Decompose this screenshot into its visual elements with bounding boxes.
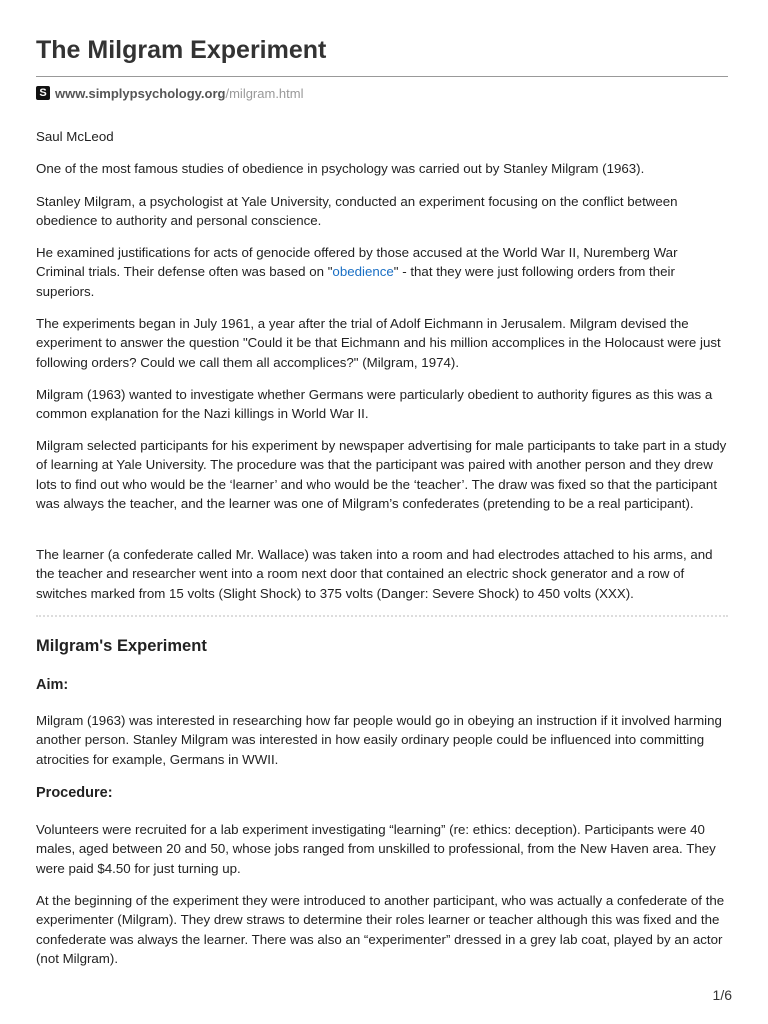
obedience-link[interactable]: obedience xyxy=(332,264,394,280)
author-name: Saul McLeod xyxy=(36,129,114,144)
section-divider xyxy=(36,615,728,617)
page-number: 1/6 xyxy=(712,987,732,1003)
paragraph-3-after: " - that they were just following orders from their superiors. xyxy=(36,264,675,299)
title-rule xyxy=(36,76,728,77)
paragraph-1: One of the most famous studies of obedience in psychology was carried out by Stanley Milgram (1963). xyxy=(36,161,645,176)
section-heading: Milgram's Experiment xyxy=(36,637,207,655)
site-favicon-icon: S xyxy=(36,86,50,100)
page-title: The Milgram Experiment xyxy=(36,36,327,64)
procedure-heading: Procedure: xyxy=(36,785,113,801)
paragraph-4: The experiments began in July 1961, a year after the trial of Adolf Eichmann in Jerusalem. Milgram devised the experiment to answer the question "Could it be that Eichmann and his million accomplices in the Holocaust were just following orders? Could we call them all accomplices?" (Milgram, 1974). xyxy=(36,316,721,370)
aim-heading: Aim: xyxy=(36,677,69,693)
paragraph-3-before: He examined justifications for acts of genocide offered by those accused at the World War II, Nuremberg War Criminal trials. Their defense often was based on " xyxy=(36,245,678,280)
source-path[interactable]: /milgram.html xyxy=(225,85,304,101)
source-domain[interactable]: www.simplypsychology.org xyxy=(55,85,226,101)
paragraph-2: Stanley Milgram, a psychologist at Yale University, conducted an experiment focusing on the conflict between obedience to authority and personal conscience. xyxy=(36,194,678,229)
aim-paragraph: Milgram (1963) was interested in researching how far people would go in obeying an instruction if it involved harming another person. Stanley Milgram was interested in how easily ordinary people could be influenced into committing atrocities for example, Germans in WWII. xyxy=(36,713,722,767)
procedure-paragraph-1: Volunteers were recruited for a lab experiment investigating “learning” (re: ethics: deception). Participants were 40 males, aged between 20 and 50, whose jobs ranged from unskilled to professional, from the New Haven area. They were paid $4.50 for just turning up. xyxy=(36,822,716,876)
source-line xyxy=(36,84,304,102)
paragraph-6: Milgram selected participants for his experiment by newspaper advertising for male participants to take part in a study of learning at Yale University. The procedure was that the participant was paired with another person and they drew lots to find out who would be the ‘learner’ and who would be the ‘teacher’. The draw was fixed so that the participant was always the teacher, and the learner was one of Milgram’s confederates (pretending to be a real participant). xyxy=(36,438,727,511)
paragraph-7: The learner (a confederate called Mr. Wallace) was taken into a room and had electrodes attached to his arms, and the teacher and researcher went into a room next door that contained an electric shock generator and a row of switches marked from 15 volts (Slight Shock) to 375 volts (Danger: Severe Shock) to 450 volts (XXX). xyxy=(36,547,713,601)
paragraph-5: Milgram (1963) wanted to investigate whether Germans were particularly obedient to authority figures as this was a common explanation for the Nazi killings in World War II. xyxy=(36,387,713,422)
paragraph-3 xyxy=(36,243,728,301)
procedure-paragraph-2: At the beginning of the experiment they were introduced to another participant, who was actually a confederate of the experimenter (Milgram). They drew straws to determine their roles learner or teacher although this was fixed and the confederate was always the learner. There was also an “experimenter” dressed in a grey lab coat, played by an actor (not Milgram). xyxy=(36,893,725,966)
